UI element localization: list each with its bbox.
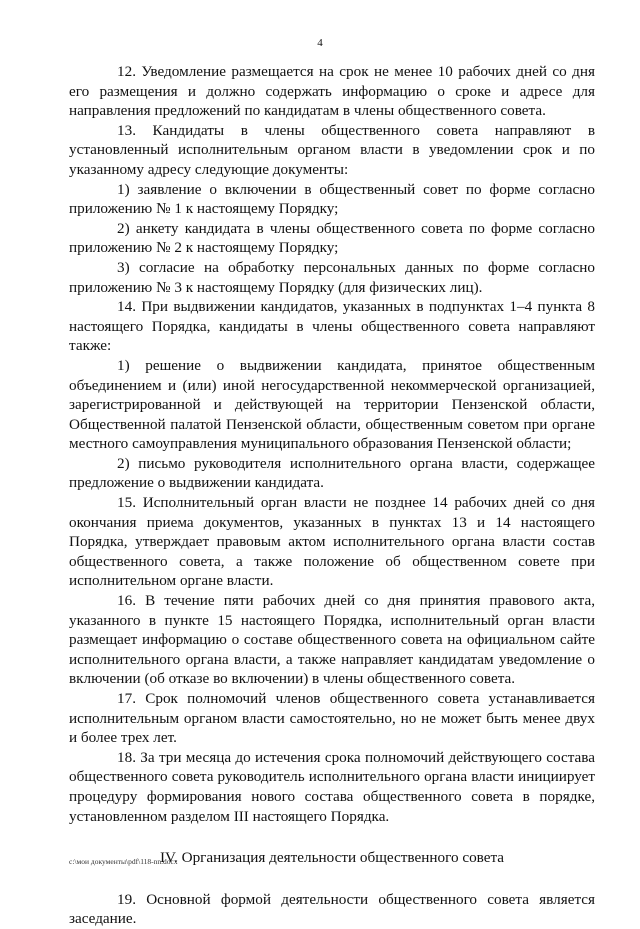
paragraph-18: 18. За три месяца до истечения срока полномочий действующего состава общественного совета руководитель исполнительного органа власти инициирует процедуру формирования нового состава общественного совета в порядке, установленном разделом III настоящего Порядка. xyxy=(69,748,595,825)
paragraph-14-item-1: 1) решение о выдвижении кандидата, принятое общественным объединением и (или) иной негосударственной некоммерческой организацией, зарегистрированной и действующей на территории Пензенской области, Общественной палатой Пензенской области, общественным советом при органе местного самоуправления муниципального образования Пензенской области; xyxy=(69,356,595,453)
paragraph-13-item-3: 3) согласие на обработку персональных данных по форме согласно приложению № 3 к настоящему Порядку (для физических лиц). xyxy=(69,258,595,296)
section-heading: IV. Организация деятельности общественного совета xyxy=(159,849,505,867)
paragraph-16: 16. В течение пяти рабочих дней со дня принятия правового акта, указанного в пункте 15 настоящего Порядка, исполнительный орган власти размещает информацию о составе общественного совета на официальном сайте исполнительного органа власти, а также направляет кандидатам уведомление о включении (об отказе во включении) в члены общественного совета. xyxy=(69,592,595,688)
paragraph-15: 15. Исполнительный орган власти не позднее 14 рабочих дней со дня окончания приема документов, указанных в пунктах 13 и 14 настоящего Порядка, утверждает правовым актом исполнительного органа власти состав общественного совета, а также положение об общественном совете при исполнительном органе власти. xyxy=(69,494,595,590)
paragraph-12: 12. Уведомление размещается на срок не менее 10 рабочих дней со дня его размещения и должно содержать информацию о сроке и адресе для направления предложений по кандидатам в члены общественного совета. xyxy=(69,63,595,120)
paragraph-14-item-2: 2) письмо руководителя исполнительного органа власти, содержащее предложение о выдвижении кандидата. xyxy=(69,454,595,492)
paragraph-13-item-2: 2) анкету кандидата в члены общественного совета по форме согласно приложению № 2 к настоящему Порядку; xyxy=(69,219,595,257)
document-body xyxy=(69,62,595,929)
footer-file-path: c:\мои документы\pdf\118-nn.docx xyxy=(69,857,178,866)
paragraph-13-item-1: 1) заявление о включении в общественный совет по форме согласно приложению № 1 к настоящему Порядку; xyxy=(69,180,595,218)
paragraph-19: 19. Основной формой деятельности общественного совета является заседание. xyxy=(69,890,595,928)
paragraph-14: 14. При выдвижении кандидатов, указанных в подпунктах 1–4 пункта 8 настоящего Порядка, кандидаты в члены общественного совета направляют также: xyxy=(69,298,595,355)
paragraph-17: 17. Срок полномочий членов общественного совета устанавливается исполнительным органом власти самостоятельно, но не может быть менее двух и более трех лет. xyxy=(69,690,595,747)
page-number: 4 xyxy=(317,37,323,49)
paragraph-13: 13. Кандидаты в члены общественного совета направляют в установленный исполнительным органом власти в уведомлении срок и по указанному адресу следующие документы: xyxy=(69,121,595,178)
